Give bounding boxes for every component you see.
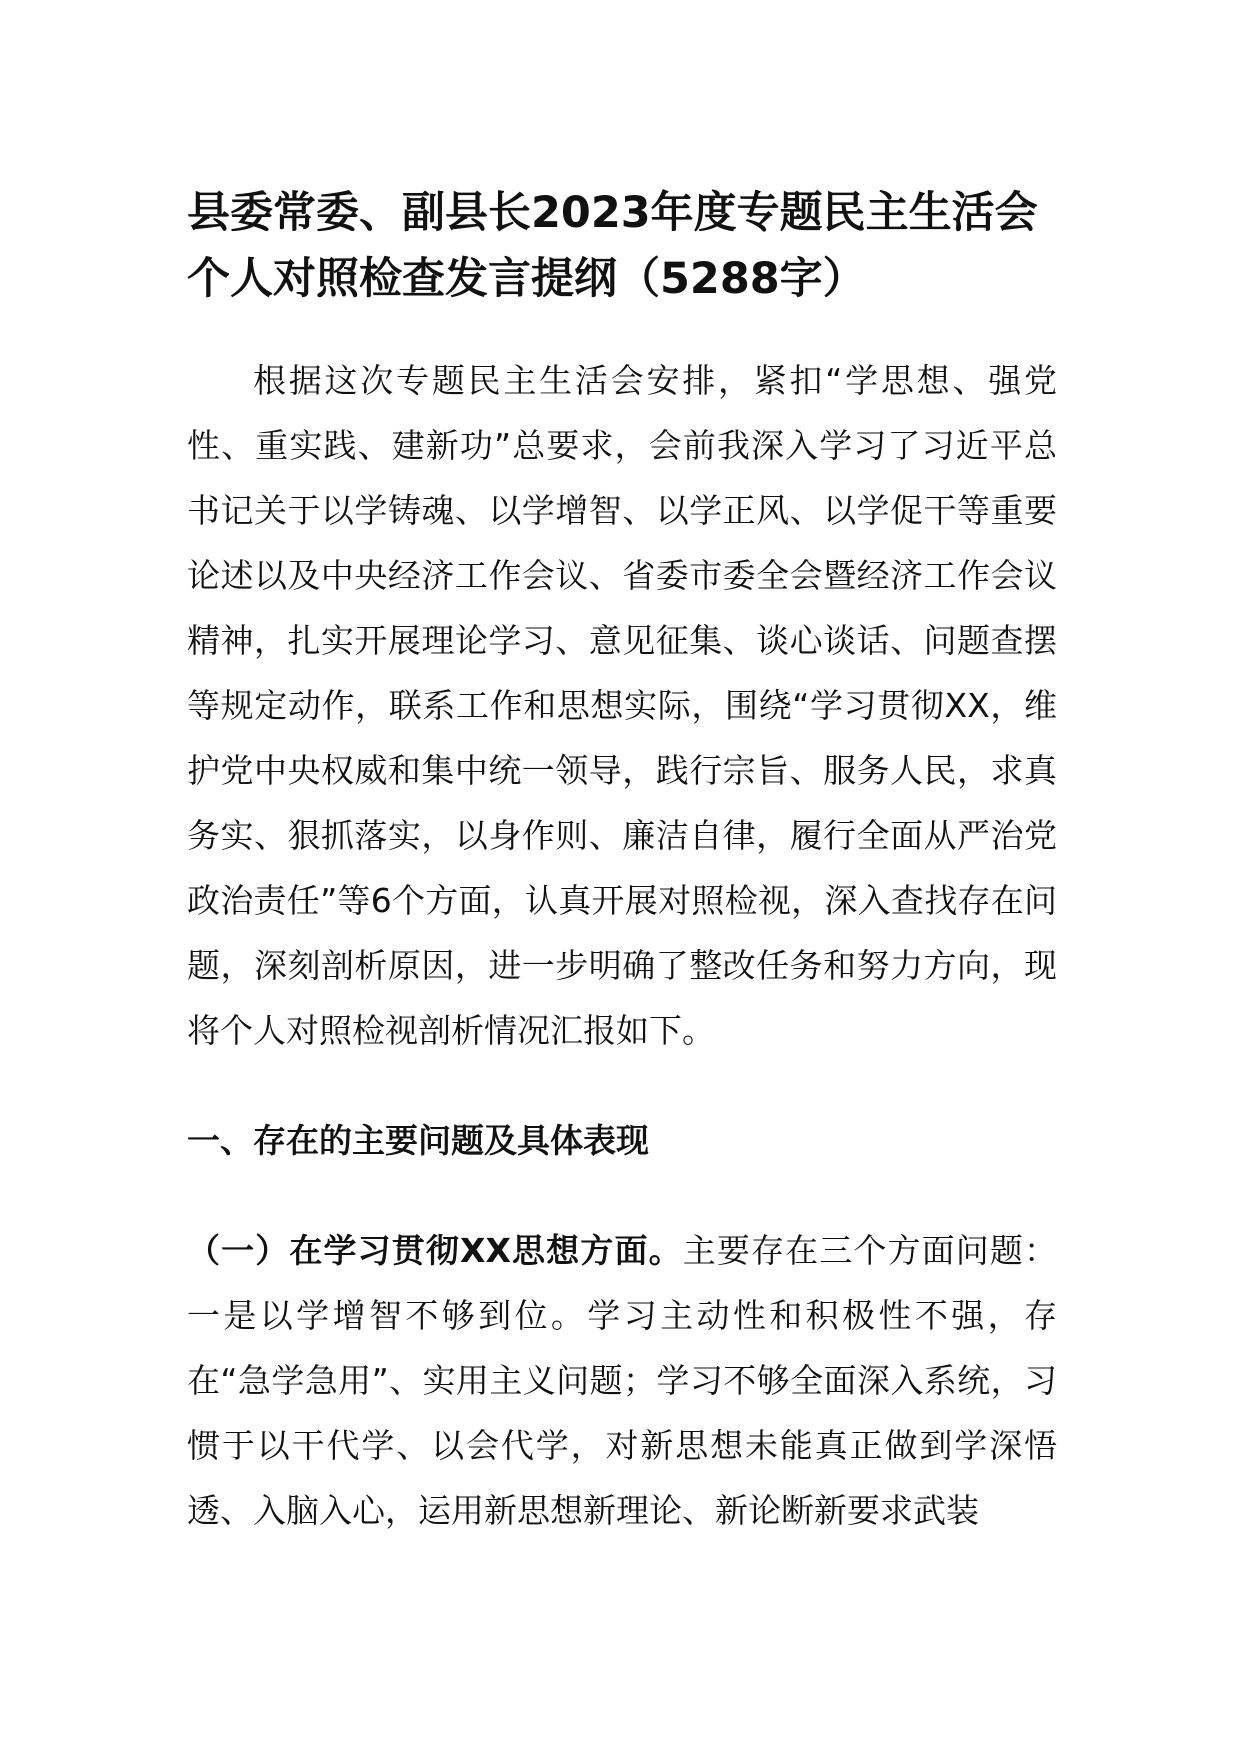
intro-paragraph: 根据这次专题民主生活会安排，紧扣“学思想、强党性、重实践、建新功”总要求，会前我深入学习了习近平总书记关于以学铸魂、以学增智、以学正风、以学促干等重要论述以及中央经济工作会议、省委市委全会暨经济工作会议精神，扎实开展理论学习、意见征集、谈心谈话、问题查摆等规定动作，联系工作和思想实际，围绕“学习贯彻XX，维护党中央权威和集中统一领导，践行宗旨、服务人民，求真务实、狠抓落实，以身作则、廉洁自律，履行全面从严治党政治责任”等6个方面，认真开展对照检视，深入查找存在问题，深刻剖析原因，进一步明确了整改任务和努力方向，现将个人对照检视剖析情况汇报如下。 bbox=[187, 361, 1057, 1050]
document-title: 县委常委、副县长2023年度专题民主生活会个人对照检查发言提纲（5288字） bbox=[187, 188, 1038, 304]
document-page bbox=[187, 180, 1057, 1543]
subsection-paragraph-study bbox=[187, 1218, 1057, 1543]
subsection-lead: （一）在学习贯彻XX思想方面。 bbox=[187, 1231, 683, 1270]
subsection-body: 主要存在三个方面问题：一是以学增智不够到位。学习主动性和积极性不强，存在“急学急用”、实用主义问题；学习不够全面深入系统，习惯于以干代学、以会代学，对新思想未能真正做到学深悟透、入脑入心，运用新思想新理论、新论断新要求武装 bbox=[187, 1231, 1057, 1530]
section-heading-problems: 一、存在的主要问题及具体表现 bbox=[187, 1121, 649, 1160]
